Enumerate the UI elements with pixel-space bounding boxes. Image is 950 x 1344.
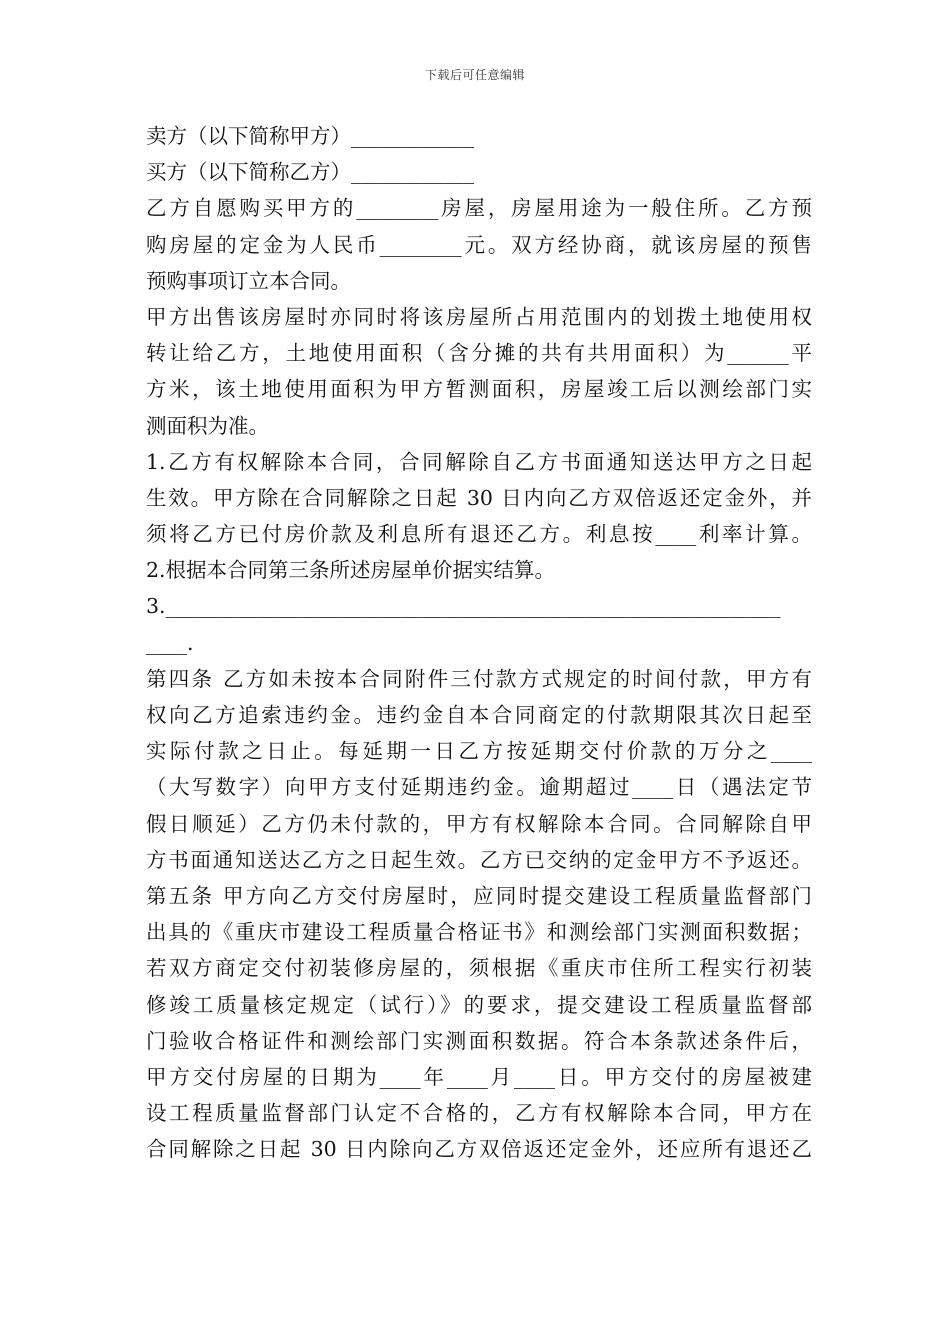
clause-3-line: ____.: [146, 630, 194, 655]
article-4-line: 第四条 乙方如未按本合同附件三付款方式规定的时间付款，甲方有: [146, 666, 812, 691]
buyer-line: 买方（以下简称乙方）____________: [146, 160, 474, 185]
text-line: 方米，该土地使用面积为甲方暂测面积，房屋竣工后以测绘部门实: [146, 377, 812, 402]
article-5-line: 第五条 甲方向乙方交付房屋时，应同时提交建设工程质量监督部门: [146, 883, 812, 908]
article-5-line: 甲方交付房屋的日期为____年____月____日。甲方交付的房屋被建: [146, 1064, 812, 1089]
text-line: 甲方出售该房屋时亦同时将该房屋所占用范围内的划拨土地使用权: [146, 304, 812, 329]
clause-1-line: 1.乙方有权解除本合同，合同解除自乙方书面通知送达甲方之日起: [146, 449, 812, 474]
article-5-line: 门验收合格证件和测绘部门实测面积数据。符合本条款述条件后，: [146, 1028, 812, 1053]
text-line: 预购事项订立本合同。: [146, 268, 351, 293]
seller-line: 卖方（以下简称甲方）____________: [146, 124, 474, 148]
article-5-line: 设工程质量监督部门认定不合格的，乙方有权解除本合同，甲方在: [146, 1101, 812, 1126]
article-4-line: 权向乙方追索违约金。违约金自本合同商定的付款期限其次日起至: [146, 703, 812, 727]
page-header: 下载后可任意编辑: [424, 68, 525, 82]
clause-1-line: 生效。甲方除在合同解除之日起 30 日内向乙方双倍返还定金外，并: [146, 485, 812, 510]
clause-3-line: 3.____________________________________________________________: [146, 594, 781, 619]
article-4-line: 实际付款之日止。每延期一日乙方按延期交付价款的万分之____: [146, 739, 812, 764]
clause-1-line: 须将乙方已付房价款及利息所有退还乙方。利息按____利率计算。: [146, 522, 812, 547]
article-4-line: （大写数字）向甲方支付延期违约金。逾期超过____日（遇法定节: [146, 775, 812, 800]
article-5-line: 若双方商定交付初装修房屋的，须根据《重庆市住所工程实行初装: [146, 956, 812, 981]
article-5-line: 出具的《重庆市建设工程质量合格证书》和测绘部门实测面积数据；: [146, 920, 812, 945]
article-5-line: 合同解除之日起 30 日内除向乙方双倍返还定金外，还应所有退还乙: [146, 1137, 812, 1162]
article-4-line: 假日顺延）乙方仍未付款的，甲方有权解除本合同。合同解除自甲: [146, 811, 812, 836]
clause-2-line: 2.根据本合同第三条所述房屋单价据实结算。: [146, 558, 556, 583]
text-line: 购房屋的定金为人民币________元。双方经协商，就该房屋的预售: [146, 232, 812, 257]
text-line: 测面积为准。: [146, 413, 269, 438]
text-line: 转让给乙方，土地使用面积（含分摊的共有共用面积）为______平: [146, 341, 812, 366]
article-4-line: 方书面通知送达乙方之日起生效。乙方已交纳的定金甲方不予返还。: [146, 847, 812, 872]
text-line: 乙方自愿购买甲方的________房屋，房屋用途为一般住所。乙方预: [146, 196, 812, 221]
article-5-line: 修竣工质量核定规定（试行）》的要求，提交建设工程质量监督部: [146, 992, 812, 1017]
contract-body: [146, 118, 812, 1167]
